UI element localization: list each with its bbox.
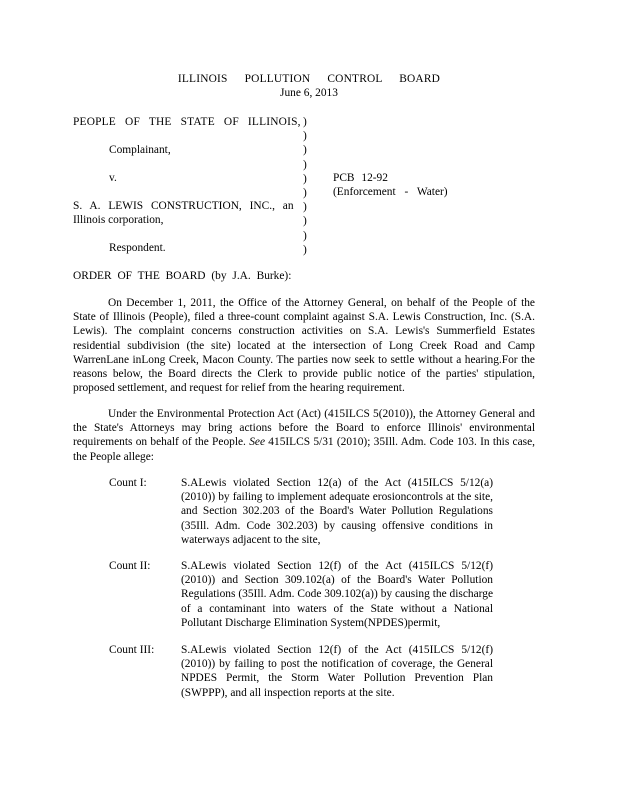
- paragraph-complaint-summary: [73, 296, 535, 395]
- paren: ): [303, 172, 307, 185]
- respondent-name-line1: S. A. LEWIS CONSTRUCTION, INC., an: [73, 200, 294, 212]
- count-label: Count III:: [109, 644, 155, 656]
- respondent-name-line2: Illinois corporation,: [73, 214, 164, 226]
- paren: ): [303, 243, 307, 256]
- count-text: S.ALewis violated Section 12(a) of the Act (415ILCS 5/12(a) (2010)) by failing to implement adequate erosioncontrols at the site, and Section 302.203 of the Board's Water Pollution Regulations (35Ill. Adm. Code 302.203) by causing offensive conditions in waterways adjacent to the site,: [181, 477, 493, 546]
- paren: ): [303, 144, 307, 157]
- respondent-role: Respondent.: [109, 242, 166, 254]
- count-label: Count I:: [109, 477, 147, 489]
- see-signal: See: [249, 436, 266, 449]
- complainant-name: PEOPLE OF THE STATE OF ILLINOIS,: [73, 116, 301, 128]
- paragraph-legal-basis: [73, 407, 535, 464]
- paren: ): [303, 201, 307, 214]
- caption-parenthesis-column: [303, 115, 307, 257]
- case-number: PCB 12-92: [333, 172, 388, 184]
- complainant-role: Complainant,: [109, 144, 171, 156]
- count-label: Count II:: [109, 560, 151, 572]
- paren: ): [303, 158, 307, 171]
- paren: ): [303, 229, 307, 242]
- count-text: S.ALewis violated Section 12(f) of the Act (415ILCS 5/12(f) (2010)) and Section 309.102(a) of the Board's Water Pollution Regulations (35Ill. Adm. Code 309.102(a)) by causing the discharge of a contaminant into waters of the State without a National Pollutant Discharge Elimination System(NPDES)permit,: [181, 560, 493, 629]
- count-text: S.ALewis violated Section 12(f) of the Act (415ILCS 5/12(f) (2010)) by failing to post the notification of coverage, the General NPDES Permit, the Storm Water Pollution Prevention Plan (SWPPP), and all inspection reports at the site.: [181, 644, 493, 699]
- paragraph-text-part1: Under the Environmental Protection Act (Act) (415ILCS 5(2010)), the Attorney General and the State's Attorneys may bring actions before the Board to enforce Illinois' environmental requirements on behalf of the People.: [73, 408, 535, 449]
- paren: ): [303, 215, 307, 228]
- versus-label: v.: [109, 172, 117, 184]
- case-type: (Enforcement - Water): [333, 186, 448, 198]
- paragraph-text-part2: 415ILCS 5/31 (2010); 35Ill. Adm. Code 103. In this case, the People allege:: [73, 436, 535, 463]
- paren: ): [303, 130, 307, 143]
- board-name-heading: ILLINOIS POLLUTION CONTROL BOARD: [177, 73, 441, 85]
- paren: ): [303, 186, 307, 199]
- order-date: June 6, 2013: [280, 87, 338, 99]
- paragraph-text: On December 1, 2011, the Office of the Attorney General, on behalf of the People of the State of Illinois (People), filed a three-count complaint against S.A. Lewis Construction, Inc. (S.A. Lewis). The complaint concerns construction activities on S.A. Lewis's Summerfield Estates residential subdivision (the site) located at the intersection of Long Creek Road and Camp WarrenLane inLong Creek, Macon County. The parties now seek to settle without a hearing.For the reasons below, the Board directs the Clerk to provide public notice of the parties' stipulation, proposed settlement, and request for relief from the hearing requirement.: [73, 297, 535, 395]
- order-heading: ORDER OF THE BOARD (by J.A. Burke):: [73, 270, 292, 282]
- paren: ): [303, 116, 307, 128]
